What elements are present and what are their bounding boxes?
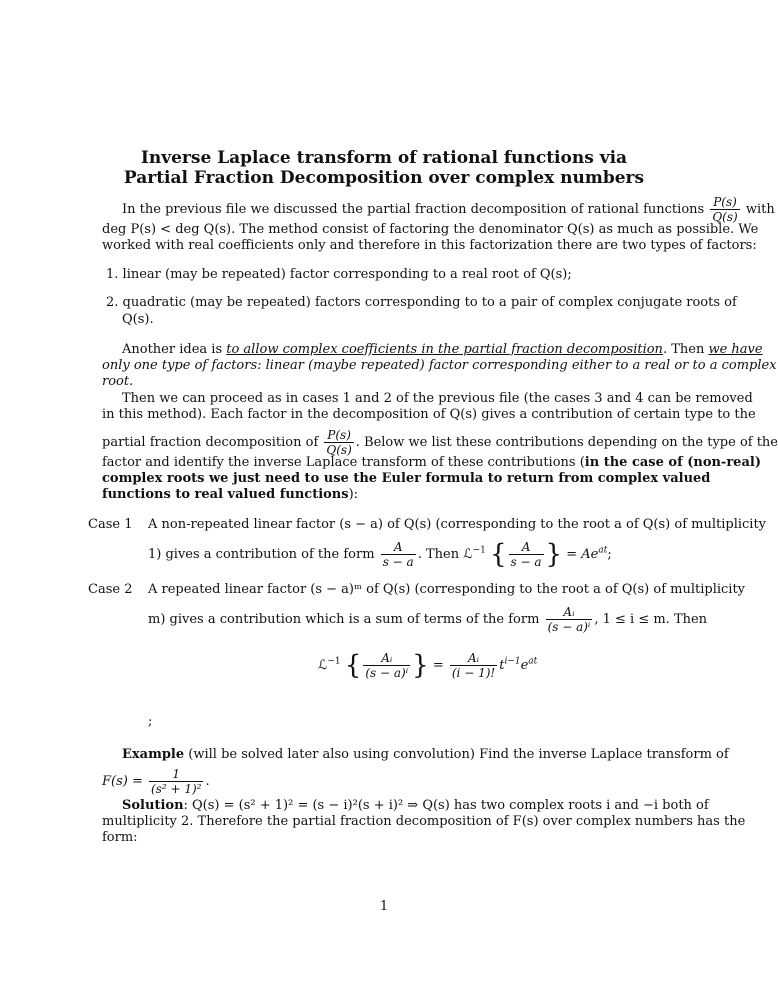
fraction-numerator: 1 (172, 767, 181, 781)
idea-italic: we have (708, 342, 763, 357)
fraction-numerator: P(s) (713, 195, 737, 209)
proceed-line-3 (102, 428, 778, 457)
fraction-a-over-s-minus-a (381, 540, 416, 569)
case-1-line-2 (148, 540, 612, 569)
t-variable: t (499, 658, 505, 673)
right-brace: } (412, 650, 429, 681)
proceed-line-5: complex roots we just need to use the Euler formula to return from complex valued (102, 471, 711, 486)
intro-line-1 (122, 195, 775, 224)
idea-line-2: only one type of factors: linear (maybe repeated) factor corresponding either to a real or to a complex (102, 358, 777, 373)
solution-line-2: multiplicity 2. Therefore the partial fraction decomposition of F(s) over complex numbers has the (102, 814, 746, 829)
equals-sign: = (432, 658, 444, 673)
exponent: at (598, 545, 608, 556)
case-2-line-1: A repeated linear factor (s − a)ᵐ of Q(s) (corresponding to the root a of Q(s) of multiplicity (148, 582, 746, 597)
case-1-label: Case 1 (88, 517, 133, 532)
title-line-1: Inverse Laplace transform of rational functions via (140, 148, 628, 168)
page-number: 1 (379, 899, 389, 914)
proceed-text-pre: partial fraction decomposition of (102, 435, 319, 450)
idea-text-post: . Then (662, 342, 709, 357)
list-item-2-cont: Q(s). (122, 312, 154, 327)
idea-text-pre: Another idea is (122, 342, 227, 357)
intro-text-1: In the previous file we discussed the partial fraction decomposition of rational functions (122, 202, 705, 217)
fraction-denominator: (s − a)ⁱ (547, 620, 591, 634)
solution-line-1 (122, 798, 709, 814)
proceed-line-2: in this method). Each factor in the decomposition of Q(s) gives a contribution of certain type to the (102, 407, 756, 422)
fraction-p-over-q-2 (324, 428, 353, 457)
semicolon: ; (607, 547, 612, 562)
fraction-numerator: P(s) (327, 428, 351, 442)
left-brace: { (489, 539, 507, 570)
solution-label: Solution (122, 798, 184, 813)
fraction-a-over-s-minus-a-2 (509, 540, 544, 569)
title-line-2: Partial Fraction Decomposition over complex numbers (123, 168, 645, 188)
laplace-symbol: ℒ (318, 658, 328, 673)
list-item-1: 1. linear (may be repeated) factor corresponding to a real root of Q(s); (106, 267, 572, 282)
proceed-text-6: ): (348, 487, 359, 502)
fraction-denominator: Q(s) (712, 210, 738, 224)
fraction-denominator: (s − a)ⁱ (365, 666, 409, 680)
right-brace: } (545, 539, 563, 570)
case-1-result: = Ae (566, 547, 599, 562)
idea-line-3: root. (102, 374, 134, 389)
case-2-text-post: , 1 ≤ i ≤ m. Then (594, 612, 708, 627)
proceed-line-4 (102, 455, 761, 471)
list-item-2: 2. quadratic (may be repeated) factors corresponding to to a pair of complex conjugate roots of (106, 295, 737, 310)
inverse-superscript: −1 (327, 656, 341, 667)
fraction-numerator: Aᵢ (563, 605, 575, 619)
intro-line-3: worked with real coefficients only and therefore in this factorization there are two types of factors: (102, 238, 757, 253)
case-1-line-1: A non-repeated linear factor (s − a) of Q(s) (corresponding to the root a of Q(s) of multiplicity (148, 517, 767, 532)
t-exponent: i−1 (504, 656, 521, 667)
fraction-numerator: A (393, 540, 403, 554)
intro-text-with: with (745, 202, 775, 217)
proceed-line-6 (102, 487, 358, 503)
equation-left-fraction (363, 651, 410, 680)
proceed-bold-4: in the case of (non-real) (584, 455, 761, 470)
fraction-denominator: s − a (510, 555, 542, 569)
case-2-label: Case 2 (88, 582, 133, 597)
fraction-p-over-q (710, 195, 739, 224)
fraction-denominator: Q(s) (326, 443, 352, 457)
fraction-numerator: A (521, 540, 531, 554)
solution-line-3: form: (102, 830, 138, 845)
proceed-bold-6: functions to real valued functions (102, 487, 349, 502)
example-label: Example (122, 747, 185, 762)
solution-text: : Q(s) = (s² + 1)² = (s − i)²(s + i)² ⇒ Q(s) has two complex roots i and −i both of (183, 798, 709, 813)
e-exponent: at (528, 656, 538, 667)
case-1-text: 1) gives a contribution of the form (148, 547, 375, 562)
laplace-operator: . Then ℒ (417, 547, 473, 562)
function-name: F(s) = (102, 774, 143, 789)
case-2-equation (318, 651, 537, 680)
idea-underlined: to allow complex coefficients in the partial fraction decomposition (226, 342, 663, 357)
fraction-numerator: Aᵢ (467, 651, 480, 665)
inverse-superscript: −1 (472, 545, 486, 556)
equation-right-fraction (450, 651, 497, 680)
example-text: (will be solved later also using convolution) Find the inverse Laplace transform of (184, 747, 729, 762)
fraction-ai-over-s-minus-a-i (546, 605, 593, 634)
proceed-text-4: factor and identify the inverse Laplace transform of these contributions ( (102, 455, 585, 470)
proceed-text-post: . Below we list these contributions depending on the type of the (355, 435, 778, 450)
example-line-1 (122, 747, 729, 763)
e-constant: e (520, 658, 529, 673)
example-line-2 (102, 767, 210, 796)
idea-line-1 (122, 342, 763, 358)
intro-line-2: deg P(s) < deg Q(s). The method consist of factoring the denominator Q(s) as much as possible. We (102, 222, 759, 237)
fraction-denominator: s − a (382, 555, 414, 569)
fraction-denominator: (i − 1)! (451, 666, 496, 680)
function-fraction (149, 767, 203, 796)
case-2-semicolon: ; (148, 714, 153, 729)
period: . (205, 774, 210, 789)
fraction-numerator: Aᵢ (381, 651, 393, 665)
case-2-line-2 (148, 605, 707, 634)
proceed-line-1: Then we can proceed as in cases 1 and 2 of the previous file (the cases 3 and 4 can be removed (122, 391, 753, 406)
fraction-denominator: (s² + 1)² (151, 782, 202, 796)
case-2-text: m) gives a contribution which is a sum of terms of the form (148, 612, 540, 627)
left-brace: { (344, 650, 362, 681)
